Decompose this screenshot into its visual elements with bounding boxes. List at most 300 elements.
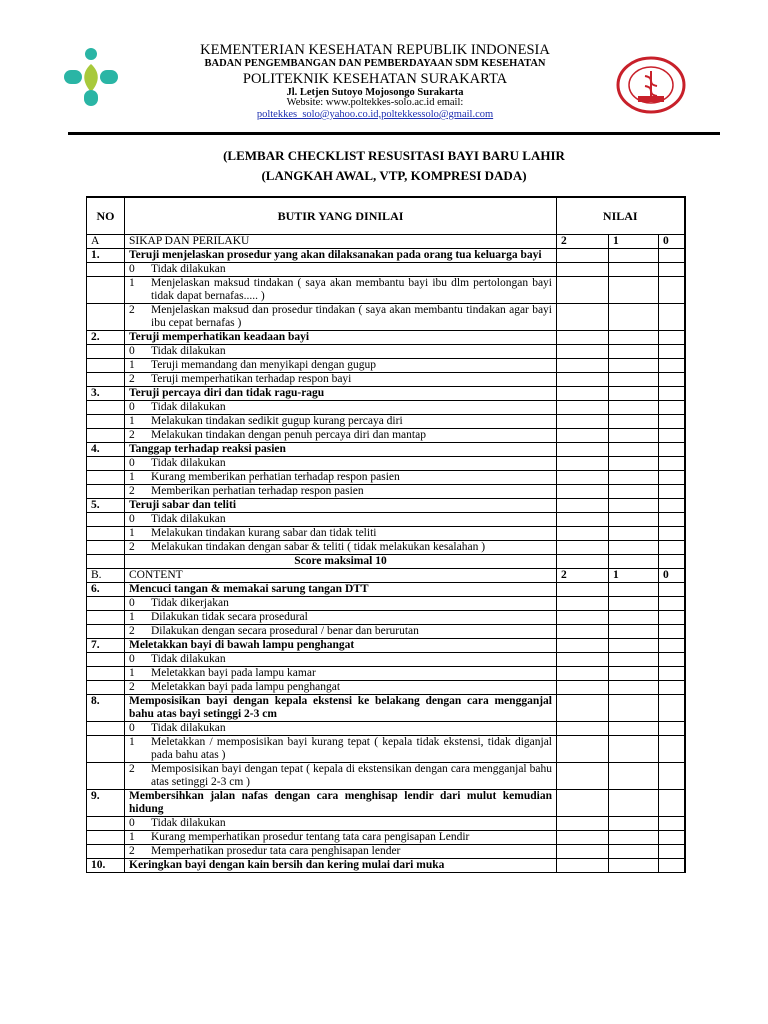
score-cell-1[interactable] xyxy=(609,304,659,331)
score-cell-1[interactable] xyxy=(609,790,659,817)
score-cell-2[interactable] xyxy=(557,583,609,597)
score-cell-1[interactable] xyxy=(609,249,659,263)
score-cell-2[interactable] xyxy=(557,817,609,831)
option-text: Menjelaskan maksud tindakan ( saya akan membantu bayi ibu dlm pertolongan bayi tidak dapat bernafas..... ) xyxy=(151,277,552,302)
option-score: 1 xyxy=(129,277,135,289)
item-no: 9. xyxy=(87,790,125,817)
item-row xyxy=(87,387,685,401)
option-spacer xyxy=(87,845,125,859)
option-cell xyxy=(125,345,557,359)
score-cell-0[interactable] xyxy=(659,471,685,485)
option-score: 1 xyxy=(129,359,135,371)
item-no: 2. xyxy=(87,331,125,345)
item-row xyxy=(87,249,685,263)
score-cell-1[interactable] xyxy=(609,831,659,845)
score-cell-1[interactable] xyxy=(609,541,659,555)
score-cell-1[interactable] xyxy=(609,401,659,415)
option-text: Memperhatikan prosedur tata cara penghisapan lender xyxy=(151,845,401,857)
option-spacer xyxy=(87,457,125,471)
score-max-cell-1 xyxy=(609,555,659,569)
score-cell-1[interactable] xyxy=(609,763,659,790)
agency-name: BADAN PENGEMBANGAN DAN PEMBERDAYAAN SDM KESEHATAN xyxy=(204,58,546,69)
option-cell xyxy=(125,763,557,790)
score-cell-0[interactable] xyxy=(659,695,685,722)
option-text: Tidak dilakukan xyxy=(151,513,226,525)
option-score: 1 xyxy=(129,471,135,483)
score-cell-0[interactable] xyxy=(659,387,685,401)
score-cell-0[interactable] xyxy=(659,304,685,331)
score-cell-1[interactable] xyxy=(609,597,659,611)
item-label: Keringkan bayi dengan kain bersih dan kering mulai dari muka xyxy=(125,859,557,873)
score-max-spacer xyxy=(87,555,125,569)
option-score: 2 xyxy=(129,429,135,441)
score-cell-2[interactable] xyxy=(557,513,609,527)
section-label: CONTENT xyxy=(125,569,557,583)
score-cell-2[interactable] xyxy=(557,611,609,625)
option-cell xyxy=(125,513,557,527)
score-cell-2[interactable] xyxy=(557,625,609,639)
option-cell xyxy=(125,845,557,859)
item-no: 7. xyxy=(87,639,125,653)
option-text: Dilakukan dengan secara prosedural / benar dan berurutan xyxy=(151,625,419,637)
score-cell-0[interactable] xyxy=(659,263,685,277)
score-cell-1[interactable] xyxy=(609,611,659,625)
option-row xyxy=(87,845,685,859)
option-row xyxy=(87,653,685,667)
option-text: Teruji memperhatikan terhadap respon bayi xyxy=(151,373,352,385)
option-row xyxy=(87,817,685,831)
option-text: Tidak dilakukan xyxy=(151,653,226,665)
score-cell-1[interactable] xyxy=(609,471,659,485)
score-cell-2[interactable] xyxy=(557,457,609,471)
item-label: Tanggap terhadap reaksi pasien xyxy=(125,443,557,457)
option-row xyxy=(87,667,685,681)
option-spacer xyxy=(87,667,125,681)
score-cell-2[interactable] xyxy=(557,527,609,541)
option-text: Tidak dilakukan xyxy=(151,457,226,469)
score-cell-2[interactable] xyxy=(557,681,609,695)
score-cell-0[interactable] xyxy=(659,359,685,373)
score-cell-1[interactable] xyxy=(609,415,659,429)
score-cell-0[interactable] xyxy=(659,429,685,443)
score-cell-2[interactable] xyxy=(557,541,609,555)
option-cell xyxy=(125,625,557,639)
option-text: Tidak dilakukan xyxy=(151,817,226,829)
score-cell-0[interactable] xyxy=(659,763,685,790)
score-max-cell-2 xyxy=(557,555,609,569)
option-row xyxy=(87,831,685,845)
option-row xyxy=(87,722,685,736)
option-score: 1 xyxy=(129,415,135,427)
option-row xyxy=(87,597,685,611)
score-cell-1[interactable] xyxy=(609,443,659,457)
option-text: Melakukan tindakan sedikit gugup kurang percaya diri xyxy=(151,415,403,427)
item-row xyxy=(87,583,685,597)
score-cell-0[interactable] xyxy=(659,415,685,429)
score-cell-1[interactable] xyxy=(609,695,659,722)
score-cell-2[interactable] xyxy=(557,736,609,763)
item-no: 5. xyxy=(87,499,125,513)
option-row xyxy=(87,527,685,541)
score-cell-1[interactable] xyxy=(609,667,659,681)
section-no: B. xyxy=(87,569,125,583)
score-cell-1[interactable] xyxy=(609,277,659,304)
item-row xyxy=(87,499,685,513)
score-cell-0[interactable] xyxy=(659,485,685,499)
item-row xyxy=(87,443,685,457)
score-cell-2[interactable] xyxy=(557,763,609,790)
score-cell-0[interactable] xyxy=(659,583,685,597)
score-cell-1[interactable] xyxy=(609,485,659,499)
option-score: 0 xyxy=(129,817,135,829)
option-text: Meletakkan bayi pada lampu kamar xyxy=(151,667,316,679)
score-cell-0[interactable] xyxy=(659,401,685,415)
score-cell-1[interactable] xyxy=(609,859,659,873)
option-row xyxy=(87,681,685,695)
option-row xyxy=(87,263,685,277)
score-cell-1[interactable] xyxy=(609,722,659,736)
option-text: Kurang memperhatikan prosedur tentang tata cara pengisapan Lendir xyxy=(151,831,470,843)
option-score: 0 xyxy=(129,722,135,734)
option-spacer xyxy=(87,415,125,429)
option-score: 2 xyxy=(129,485,135,497)
score-cell-1[interactable] xyxy=(609,845,659,859)
score-cell-1[interactable] xyxy=(609,345,659,359)
option-spacer xyxy=(87,625,125,639)
checklist-table xyxy=(86,196,686,873)
document-subtitle: (LANGKAH AWAL, VTP, KOMPRESI DADA) xyxy=(261,168,527,183)
score-max-cell-0 xyxy=(659,555,685,569)
score-cell-2[interactable] xyxy=(557,304,609,331)
score-col-2: 2 xyxy=(557,235,609,249)
score-cell-2[interactable] xyxy=(557,331,609,345)
option-score: 0 xyxy=(129,263,135,275)
score-col-2: 2 xyxy=(557,569,609,583)
score-cell-0[interactable] xyxy=(659,513,685,527)
score-col-1: 1 xyxy=(609,235,659,249)
score-cell-2[interactable] xyxy=(557,345,609,359)
score-cell-0[interactable] xyxy=(659,499,685,513)
score-cell-2[interactable] xyxy=(557,831,609,845)
score-cell-0[interactable] xyxy=(659,639,685,653)
option-cell xyxy=(125,415,557,429)
option-text: Meletakkan / memposisikan bayi kurang tepat ( kepala tidak ekstensi, tidak diganjal pada bahu atas ) xyxy=(151,736,552,761)
option-row xyxy=(87,457,685,471)
option-row xyxy=(87,611,685,625)
score-cell-1[interactable] xyxy=(609,583,659,597)
option-cell xyxy=(125,722,557,736)
score-cell-1[interactable] xyxy=(609,499,659,513)
item-row xyxy=(87,695,685,722)
option-cell xyxy=(125,263,557,277)
score-cell-0[interactable] xyxy=(659,541,685,555)
option-spacer xyxy=(87,763,125,790)
item-no: 3. xyxy=(87,387,125,401)
score-cell-2[interactable] xyxy=(557,429,609,443)
score-cell-0[interactable] xyxy=(659,345,685,359)
option-cell xyxy=(125,667,557,681)
score-cell-2[interactable] xyxy=(557,695,609,722)
option-spacer xyxy=(87,513,125,527)
item-label: Teruji sabar dan teliti xyxy=(125,499,557,513)
score-cell-2[interactable] xyxy=(557,859,609,873)
option-row xyxy=(87,429,685,443)
website-line: Website: www.poltekkes-solo.ac.id email: xyxy=(286,97,464,108)
option-score: 2 xyxy=(129,845,135,857)
option-cell xyxy=(125,527,557,541)
option-cell xyxy=(125,653,557,667)
institution-name: POLITEKNIK KESEHATAN SURAKARTA xyxy=(242,71,508,87)
score-col-0: 0 xyxy=(659,235,685,249)
option-score: 0 xyxy=(129,513,135,525)
item-label: Teruji memperhatikan keadaan bayi xyxy=(125,331,557,345)
option-row xyxy=(87,471,685,485)
score-cell-0[interactable] xyxy=(659,457,685,471)
option-spacer xyxy=(87,681,125,695)
score-cell-0[interactable] xyxy=(659,681,685,695)
item-label: Meletakkan bayi di bawah lampu penghangat xyxy=(125,639,557,653)
score-cell-0[interactable] xyxy=(659,667,685,681)
item-no: 4. xyxy=(87,443,125,457)
section-label: SIKAP DAN PERILAKU xyxy=(125,235,557,249)
score-cell-1[interactable] xyxy=(609,457,659,471)
item-row xyxy=(87,790,685,817)
score-cell-0[interactable] xyxy=(659,249,685,263)
option-cell xyxy=(125,471,557,485)
option-score: 0 xyxy=(129,597,135,609)
option-spacer xyxy=(87,485,125,499)
email-link[interactable]: poltekkes_solo@yahoo.co.id,poltekkessolo@gmail.com xyxy=(256,109,494,120)
item-label: Memposisikan bayi dengan kepala ekstensi ke belakang dengan cara mengganjal bahu atas bayi setinggi 2-3 cm xyxy=(125,695,557,722)
option-spacer xyxy=(87,653,125,667)
score-cell-0[interactable] xyxy=(659,817,685,831)
item-label: Teruji menjelaskan prosedur yang akan dilaksanakan pada orang tua keluarga bayi xyxy=(125,249,557,263)
document-title: (LEMBAR CHECKLIST RESUSITASI BAYI BARU LAHIR xyxy=(223,148,565,163)
option-spacer xyxy=(87,527,125,541)
option-row xyxy=(87,304,685,331)
score-cell-0[interactable] xyxy=(659,831,685,845)
option-cell xyxy=(125,597,557,611)
header-item: BUTIR YANG DINILAI xyxy=(125,197,557,235)
option-text: Kurang memberikan perhatian terhadap respon pasien xyxy=(151,471,400,483)
score-cell-2[interactable] xyxy=(557,639,609,653)
section-no: A xyxy=(87,235,125,249)
option-score: 1 xyxy=(129,736,135,748)
score-cell-0[interactable] xyxy=(659,653,685,667)
option-spacer xyxy=(87,541,125,555)
score-cell-2[interactable] xyxy=(557,373,609,387)
option-cell xyxy=(125,304,557,331)
score-cell-1[interactable] xyxy=(609,625,659,639)
score-cell-1[interactable] xyxy=(609,387,659,401)
option-row xyxy=(87,763,685,790)
score-cell-2[interactable] xyxy=(557,359,609,373)
score-cell-2[interactable] xyxy=(557,443,609,457)
score-cell-2[interactable] xyxy=(557,387,609,401)
option-cell xyxy=(125,373,557,387)
item-no: 6. xyxy=(87,583,125,597)
option-spacer xyxy=(87,831,125,845)
score-cell-2[interactable] xyxy=(557,415,609,429)
item-no: 8. xyxy=(87,695,125,722)
score-cell-1[interactable] xyxy=(609,681,659,695)
score-max-label: Score maksimal 10 xyxy=(125,555,557,569)
score-cell-0[interactable] xyxy=(659,736,685,763)
option-row xyxy=(87,373,685,387)
option-spacer xyxy=(87,471,125,485)
score-cell-2[interactable] xyxy=(557,471,609,485)
score-cell-1[interactable] xyxy=(609,527,659,541)
item-no: 1. xyxy=(87,249,125,263)
option-spacer xyxy=(87,263,125,277)
score-cell-1[interactable] xyxy=(609,817,659,831)
score-cell-0[interactable] xyxy=(659,625,685,639)
option-score: 2 xyxy=(129,625,135,637)
option-spacer xyxy=(87,429,125,443)
score-cell-1[interactable] xyxy=(609,653,659,667)
option-cell xyxy=(125,817,557,831)
option-text: Memposisikan bayi dengan tepat ( kepala di ekstensikan dengan cara mengganjal bahu atas setinggi 2-3 cm ) xyxy=(151,763,552,788)
score-cell-1[interactable] xyxy=(609,373,659,387)
score-cell-2[interactable] xyxy=(557,722,609,736)
option-cell xyxy=(125,359,557,373)
score-cell-0[interactable] xyxy=(659,845,685,859)
option-text: Melakukan tindakan kurang sabar dan tidak teliti xyxy=(151,527,377,539)
option-score: 2 xyxy=(129,763,135,775)
score-cell-0[interactable] xyxy=(659,611,685,625)
score-cell-2[interactable] xyxy=(557,790,609,817)
option-row xyxy=(87,625,685,639)
score-cell-2[interactable] xyxy=(557,263,609,277)
option-spacer xyxy=(87,817,125,831)
option-spacer xyxy=(87,597,125,611)
score-cell-0[interactable] xyxy=(659,597,685,611)
option-spacer xyxy=(87,345,125,359)
option-text: Teruji memandang dan menyikapi dengan gugup xyxy=(151,359,376,371)
option-row xyxy=(87,736,685,763)
option-row xyxy=(87,485,685,499)
score-cell-1[interactable] xyxy=(609,513,659,527)
option-cell xyxy=(125,485,557,499)
option-spacer xyxy=(87,611,125,625)
score-cell-0[interactable] xyxy=(659,373,685,387)
score-cell-2[interactable] xyxy=(557,667,609,681)
score-cell-0[interactable] xyxy=(659,790,685,817)
option-row xyxy=(87,415,685,429)
header-divider xyxy=(68,132,720,135)
score-cell-1[interactable] xyxy=(609,331,659,345)
option-row xyxy=(87,541,685,555)
option-cell xyxy=(125,681,557,695)
score-cell-2[interactable] xyxy=(557,499,609,513)
score-cell-1[interactable] xyxy=(609,359,659,373)
option-score: 1 xyxy=(129,831,135,843)
score-cell-1[interactable] xyxy=(609,263,659,277)
section-row xyxy=(87,235,685,249)
score-cell-1[interactable] xyxy=(609,736,659,763)
option-row xyxy=(87,277,685,304)
option-score: 2 xyxy=(129,541,135,553)
section-row xyxy=(87,569,685,583)
score-cell-2[interactable] xyxy=(557,653,609,667)
score-cell-2[interactable] xyxy=(557,401,609,415)
option-cell xyxy=(125,401,557,415)
header-score: NILAI xyxy=(557,197,685,235)
option-text: Tidak dikerjakan xyxy=(151,597,229,609)
address: Jl. Letjen Sutoyo Mojosongo Surakarta xyxy=(286,87,464,98)
header-no: NO xyxy=(87,197,125,235)
option-cell xyxy=(125,611,557,625)
option-score: 1 xyxy=(129,667,135,679)
item-row xyxy=(87,639,685,653)
score-cell-0[interactable] xyxy=(659,859,685,873)
option-text: Tidak dilakukan xyxy=(151,722,226,734)
option-spacer xyxy=(87,359,125,373)
item-label: Membersihkan jalan nafas dengan cara menghisap lendir dari mulut kemudian hidung xyxy=(125,790,557,817)
item-label: Teruji percaya diri dan tidak ragu-ragu xyxy=(125,387,557,401)
option-score: 2 xyxy=(129,304,135,316)
option-spacer xyxy=(87,277,125,304)
score-cell-2[interactable] xyxy=(557,277,609,304)
option-spacer xyxy=(87,373,125,387)
option-spacer xyxy=(87,722,125,736)
option-text: Memberikan perhatian terhadap respon pasien xyxy=(151,485,364,497)
option-score: 0 xyxy=(129,457,135,469)
option-score: 0 xyxy=(129,401,135,413)
score-cell-0[interactable] xyxy=(659,331,685,345)
option-text: Melakukan tindakan dengan sabar & teliti ( tidak melakukan kesalahan ) xyxy=(151,541,486,553)
score-cell-0[interactable] xyxy=(659,277,685,304)
score-cell-1[interactable] xyxy=(609,639,659,653)
score-cell-2[interactable] xyxy=(557,597,609,611)
score-cell-0[interactable] xyxy=(659,527,685,541)
option-spacer xyxy=(87,736,125,763)
option-spacer xyxy=(87,304,125,331)
option-score: 1 xyxy=(129,527,135,539)
ministry-name: KEMENTERIAN KESEHATAN REPUBLIK INDONESIA xyxy=(200,42,550,58)
option-cell xyxy=(125,736,557,763)
score-cell-2[interactable] xyxy=(557,845,609,859)
option-text: Melakukan tindakan dengan penuh percaya diri dan mantap xyxy=(151,429,426,441)
score-cell-0[interactable] xyxy=(659,443,685,457)
score-cell-2[interactable] xyxy=(557,485,609,499)
option-score: 0 xyxy=(129,345,135,357)
option-cell xyxy=(125,429,557,443)
score-cell-2[interactable] xyxy=(557,249,609,263)
option-spacer xyxy=(87,401,125,415)
item-row xyxy=(87,859,685,873)
option-row xyxy=(87,359,685,373)
option-score: 2 xyxy=(129,681,135,693)
item-row xyxy=(87,331,685,345)
option-text: Tidak dilakukan xyxy=(151,345,226,357)
item-no: 10. xyxy=(87,859,125,873)
poltekkes-seal-logo xyxy=(616,56,686,114)
item-label: Mencuci tangan & memakai sarung tangan DTT xyxy=(125,583,557,597)
option-cell xyxy=(125,457,557,471)
option-row xyxy=(87,401,685,415)
score-cell-1[interactable] xyxy=(609,429,659,443)
option-cell xyxy=(125,541,557,555)
score-col-0: 0 xyxy=(659,569,685,583)
option-score: 1 xyxy=(129,611,135,623)
kemenkes-logo xyxy=(58,42,124,108)
score-col-1: 1 xyxy=(609,569,659,583)
option-text: Dilakukan tidak secara prosedural xyxy=(151,611,308,623)
option-text: Tidak dilakukan xyxy=(151,263,226,275)
option-row xyxy=(87,345,685,359)
score-cell-0[interactable] xyxy=(659,722,685,736)
